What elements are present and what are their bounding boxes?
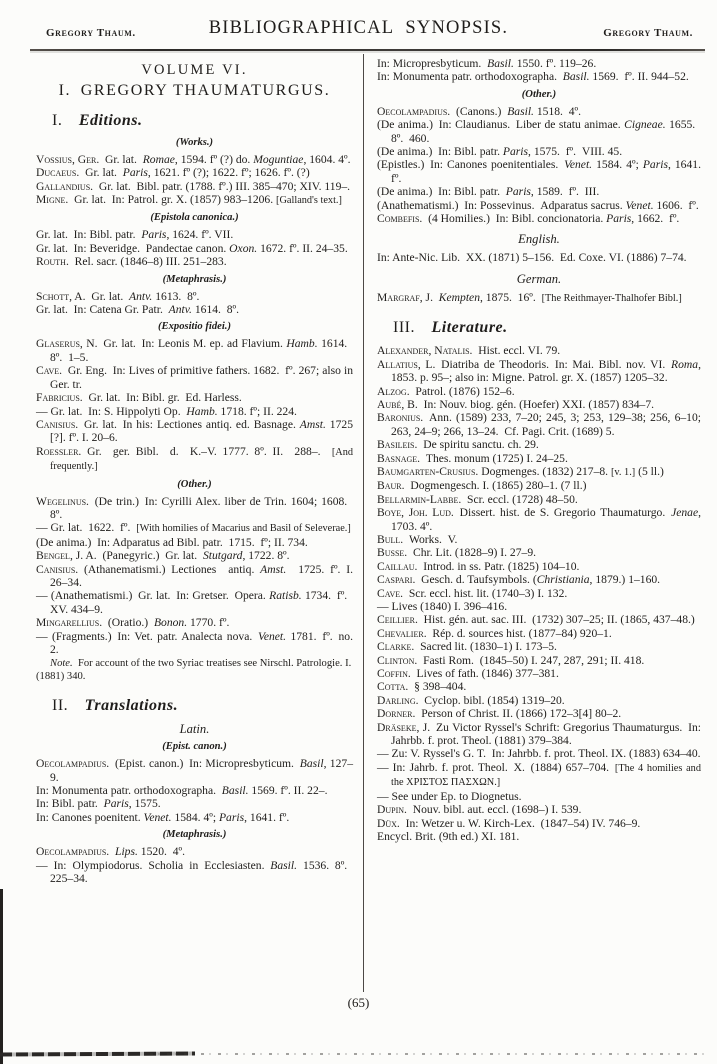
bibliography-entry: Baumgarten-Crusius. Dogmenges. (1832) 217–8. [v. 1.] (5 ll.) [377,464,664,478]
bibliography-entry: Canisius. Gr. lat. In his: Lectiones antiq. ed. Basnage. Amst. 1725 [?]. fº. I. 20–6. [36,417,353,445]
bibliography-entry: — (Fragments.) In: Vet. patr. Analecta nova. Venet. 1781. fº. no. 2. [36,629,353,656]
bibliography-entry: Dräseke, J. Zu Victor Ryssel's Schrift: Gregorius Thaumaturgus. In: Jahrbb. f. prot. Theol. (1881) 379–384. [377,720,701,748]
subsection-heading: (Other.) [521,88,557,100]
running-head [0,18,717,46]
bibliography-entry: (De anima.) In: Bibl. patr. Paris, 1589. fº. III. [377,185,600,199]
page-title: BIBLIOGRAPHICAL SYNOPSIS. [208,18,509,38]
bibliography-entry: Düx. In: Wetzer u. W. Kirch-Lex. (1847–54) IV. 746–9. [377,816,641,830]
bibliography-entry: Baronius. Ann. (1589) 233, 7–20; 245, 3; 253, 129–38; 256, 6–10; 263, 24–9; 266, 13–24. Cf. Pagi. Crit. (1689) 5. [377,411,701,438]
language-heading: English. [518,232,560,247]
bibliography-entry: In: Monumenta patr. orthodoxographa. Basil. 1569. fº. II. 22–. [36,784,328,798]
bibliography-entry: Oecolampadius. Lips. 1520. 4º. [36,845,185,859]
section-heading: III. Literature. [393,319,508,337]
bibliography-entry: (Anathematismi.) In: Possevinus. Adparatus sacrus. Venet. 1606. fº. [377,198,699,212]
bibliography-entry: Roessler. Gr. ger. Bibl. d. K.–V. 1777. 8º. II. 288–. [And frequently.] [36,444,353,473]
bibliography-entry: Schott, A. Gr. lat. Antv. 1613. 8º. [36,289,200,303]
bibliography-entry: Combefis. (4 Homilies.) In: Bibl. concionatoria. Paris, 1662. fº. [377,212,680,226]
bibliography-entry: Alexander, Natalis. Hist. eccl. VI. 79. [377,344,561,358]
language-heading: German. [516,271,562,286]
bibliography-entry: Canisius. (Athanematismi.) Lectiones antiq. Amst. 1725. fº. I. 26–34. [36,562,353,589]
bibliography-entry: Coffin. Lives of fath. (1846) 377–381. [377,667,559,681]
bibliography-entry: Oecolampadius. (Canons.) Basil. 1518. 4º. [377,104,582,118]
bibliography-entry: Clinton. Fasti Rom. (1845–50) I. 247, 287, 291; II. 418. [377,653,645,667]
bibliography-entry: Mingarellius. (Oratio.) Bonon. 1770. fº. [36,616,230,630]
bibliography-entry: Clarke. Sacred lit. (1830–1) I. 173–5. [377,640,557,654]
bibliography-entry: Gr. lat. In: Bibl. patr. Paris, 1624. fº. VII. [36,228,234,242]
bibliography-entry: (De anima.) In: Adparatus ad Bibl. patr. 1715. fº; II. 734. [36,535,308,549]
bibliography-entry: Darling. Cyclop. bibl. (1854) 1319–20. [377,693,565,707]
bibliography-entry: Busse. Chr. Lit. (1828–9) I. 27–9. [377,546,537,560]
chapter-heading: I. GREGORY THAUMATURGUS. [58,82,331,100]
bibliography-entry: — (Anathematismi.) Gr. lat. In: Gretser. Opera. Ratisb. 1734. fº. XV. 434–9. [36,589,353,616]
bibliography-entry: Gr. lat. In: Beveridge. Pandectae canon. Oxon. 1672. fº. II. 24–35. [36,241,348,255]
bibliography-entry: Ceillier. Hist. gén. aut. sac. III. (1732) 307–25; II. (1865, 437–48.) [377,613,695,627]
bibliography-entry: Boye, Joh. Lud. Dissert. hist. de S. Gregorio Thaumaturgo. Jenae, 1703. 4º. [377,506,702,533]
bibliography-entry: Chevalier. Rép. d. sources hist. (1877–84) 920–1. [377,626,612,640]
bibliography-entry: — See under Ep. to Diognetus. [377,789,522,803]
bibliography-entry: In: Ante-Nic. Lib. XX. (1871) 5–156. Ed. Coxe. VI. (1886) 7–74. [377,251,687,265]
bibliography-entry: Migne. Gr. lat. In: Patrol. gr. X. (1857) 983–1206. [Galland's text.] [36,193,342,207]
bibliography-entry: Gr. lat. In: Catena Gr. Patr. Antv. 1614. 8º. [36,303,240,317]
bibliography-entry: — Gr. lat. 1622. fº. [With homilies of Macarius and Basil of Seleverae.] [36,521,351,535]
bibliography-entry: Ducaeus. Gr. lat. Paris, 1621. fº (?); 1622. fº; 1626. fº. (?) [36,166,310,180]
bibliography-entry: Aubé, B. In: Nouv. biog. gén. (Hoefer) XXI. (1857) 834–7. [377,397,655,411]
note-text: Note. For account of the two Syriac treatises see Nirschl. Patrologie. I. (1881) 340. [36,658,352,682]
bibliography-entry: In: Bibl. patr. Paris, 1575. [36,797,161,811]
page-number: (65) [347,995,370,1010]
subsection-heading: (Other.) [177,478,212,490]
bibliography-entry: Basileis. De spiritu sanctu. ch. 29. [377,438,539,452]
running-head-right: Gregory Thaum. [603,27,693,39]
bibliography-entry: Alzog. Patrol. (1876) 152–6. [377,384,515,398]
scan-artifact-bottom-speckle [150,1053,709,1055]
bibliography-entry: Baur. Dogmengesch. I. (1865) 280–1. (7 ll.) [377,479,587,493]
bibliography-entry: — Lives (1840) I. 396–416. [377,600,508,613]
scan-artifact-bottom-streak [0,1051,195,1056]
left-column [0,54,363,885]
bibliography-entry: (De anima.) In: Bibl. patr. Paris, 1575. fº. VIII. 45. [377,145,623,159]
bibliography-entry: Basnage. Thes. monum (1725) I. 24–25. [377,451,568,465]
bibliography-entry: Encycl. Brit. (9th ed.) XI. 181. [377,829,520,843]
bibliography-entry: Cave. Scr. eccl. hist. lit. (1740–3) I. 132. [377,586,568,600]
right-column [364,54,717,843]
volume-heading: VOLUME VI. [141,62,248,78]
bibliography-entry: Caillau. Introd. in ss. Patr. (1825) 104–10. [377,559,580,573]
bibliography-entry: Allatius, L. Diatriba de Theodoris. In: Mai. Bibl. nov. VI. Roma, 1853. p. 95–; also in: Migne. Patrol. gr. X. (1857) 1205–32. [377,357,701,385]
subsection-heading: (Metaphrasis.) [162,273,227,285]
subsection-heading: (Epistola canonica.) [150,212,239,224]
section-heading: I. Editions. [52,111,143,129]
bibliography-entry: — Zu: V. Ryssel's G. T. In: Jahrbb. f. prot. Theol. IX. (1883) 634–40. [377,747,701,761]
language-heading: Latin. [179,722,210,737]
subsection-heading: (Metaphrasis.) [162,829,227,841]
bibliography-entry: Wegelinus. (De trin.) In: Cyrilli Alex. liber de Trin. 1604; 1608. 8º. [36,494,353,521]
bibliography-entry: Cotta. § 398–404. [377,680,467,694]
subsection-heading: (Expositio fidei.) [158,321,231,333]
bibliography-entry: In: Canones poenitent. Venet. 1584. 4º; Paris, 1641. fº. [36,810,290,824]
bibliography-entry: Dupin. Nouv. bibl. aut. eccl. (1698–) I. 539. [377,803,582,817]
bibliography-entry: Glaserus, N. Gr. lat. In: Leonis M. ep. ad Flavium. Hamb. 1614. 8º. 1–5. [36,337,353,364]
bibliography-entry: Fabricius. Gr. lat. In: Bibl. gr. Ed. Harless. [36,391,242,405]
bibliography-entry: In: Micropresbyticum. Basil. 1550. fº. 119–26. [377,57,597,70]
bibliography-entry: Cave. Gr. Eng. In: Lives of primitive fathers. 1682. fº. 267; also in Ger. tr. [36,364,353,391]
bibliography-entry: Bellarmin-Labbe. Scr. eccl. (1728) 48–50. [377,492,578,506]
subsection-heading: (Works.) [175,136,214,148]
bibliography-entry: Caspari. Gesch. d. Taufsymbols. (Christiania, 1879.) 1–160. [377,573,661,587]
text-columns [0,54,717,992]
header-rule [30,49,705,51]
bibliography-entry: In: Monumenta patr. orthodoxographa. Basil. 1569. fº. II. 944–52. [377,70,689,84]
bibliography-entry: (De anima.) In: Claudianus. Liber de statu animae. Cigneae. 1655. 8º. 460. [377,118,702,145]
bibliography-entry: Gallandius. Gr. lat. Bibl. patr. (1788. fº.) III. 385–470; XIV. 119–. [36,179,351,193]
bibliography-entry: Bengel, J. A. (Panegyric.) Gr. lat. Stutgard, 1722. 8º. [36,549,290,563]
bibliography-entry: Bull. Works. V. [377,532,458,546]
bibliography-entry: (Epistles.) In: Canones poenitentiales. Venet. 1584. 4º; Paris, 1641. fº. [377,158,701,185]
bibliography-entry: — Gr. lat. In: S. Hippolyti Op. Hamb. 1718. fº; II. 224. [36,404,297,418]
subsection-heading: (Epist. canon.) [162,741,227,753]
section-heading: II. Translations. [52,697,179,715]
bibliography-entry: Routh. Rel. sacr. (1846–8) III. 251–283. [36,255,227,269]
bibliography-entry: Oecolampadius. (Epist. canon.) In: Micropresbyticum. Basil, 127–9. [36,757,353,784]
running-head-left: Gregory Thaum. [46,27,136,39]
bibliography-entry: — In: Olympiodorus. Scholia in Ecclesiasten. Basil. 1536. 8º. 225–34. [36,858,353,886]
bibliography-entry: Vossius, Ger. Gr. lat. Romae, 1594. fº (?) do. Moguntiae, 1604. 4º. [36,152,351,166]
bibliography-entry: Dorner. Person of Christ. II. (1866) 172–3[4] 80–2. [377,707,622,721]
bibliography-entry: Margraf, J. Kempten, 1875. 16º. [The Reithmayer-Thalhofer Bibl.] [377,290,682,304]
bibliography-entry: — In: Jahrb. f. prot. Theol. X. (1884) 657–704. [The 4 homilies and the ΧΡΙΣΤΟΣ ΠΑΣΧΩΝ.] [377,760,701,789]
